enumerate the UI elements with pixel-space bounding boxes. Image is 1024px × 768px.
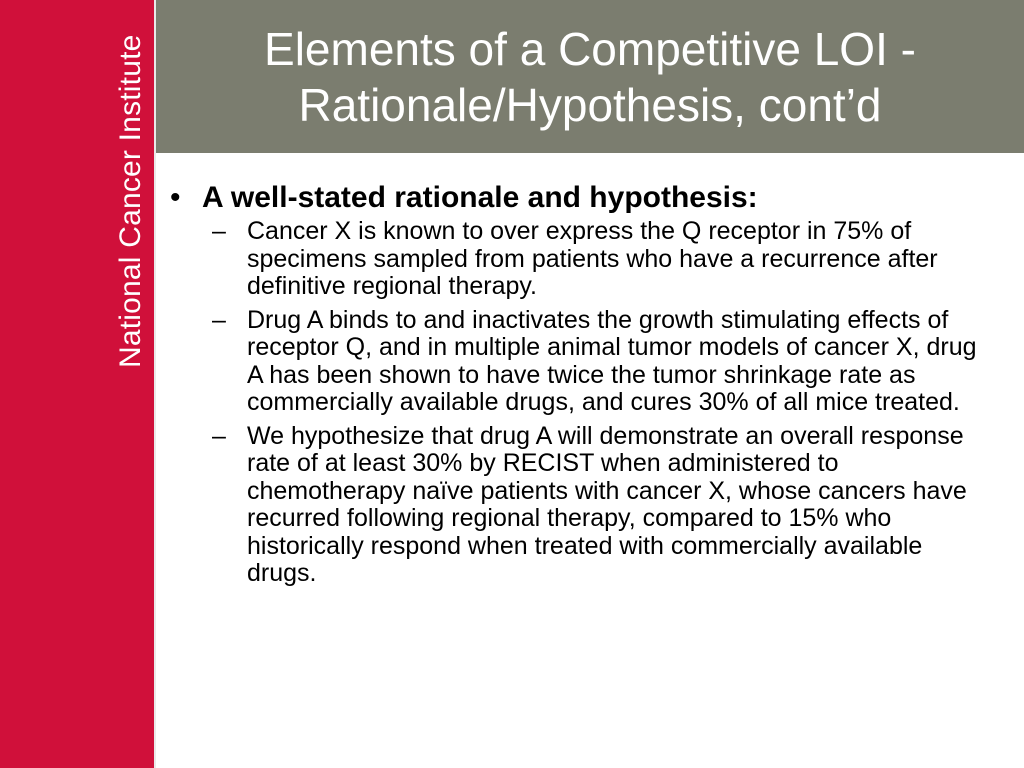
slide-title	[180, 21, 1000, 133]
sub-bullet-text: We hypothesize that drug A will demonstrate an overall response rate of at least 30% by RECIST when administered to chemotherapy naïve patients with cancer X, whose cancers have recurred following regional therapy, compared to 15% who historically respond when treated with commercially available drugs.	[247, 421, 967, 587]
slide-title-line-1: Elements of a Competitive LOI -	[264, 22, 916, 75]
dash-marker: –	[212, 305, 226, 334]
dash-marker: –	[212, 421, 226, 450]
bullet-marker: •	[170, 181, 181, 214]
sub-bullet-item	[212, 307, 996, 417]
brand-logo-text: National Cancer Institute	[114, 34, 147, 368]
sub-bullet-item	[212, 423, 996, 588]
slide-title-line-2: Rationale/Hypothesis, cont’d	[298, 78, 882, 131]
slide-header	[156, 0, 1024, 153]
main-bullet	[166, 180, 996, 216]
sidebar-band	[0, 0, 154, 768]
sub-bullet-item	[212, 218, 996, 301]
dash-marker: –	[212, 217, 226, 245]
sub-bullet-text: Cancer X is known to over express the Q receptor in 75% of specimens sampled from patients who have a recurrence after definitive regional therapy.	[247, 217, 938, 300]
sub-bullet-text: Drug A binds to and inactivates the growth stimulating effects of receptor Q, and in multiple animal tumor models of cancer X, drug A has been shown to have twice the tumor shrinkage rate as commercially available drugs, and cures 30% of all mice treated.	[247, 305, 977, 416]
main-bullet-text: A well-stated rationale and hypothesis:	[202, 181, 758, 214]
sub-bullet-list	[166, 218, 996, 588]
slide-content	[166, 180, 996, 594]
